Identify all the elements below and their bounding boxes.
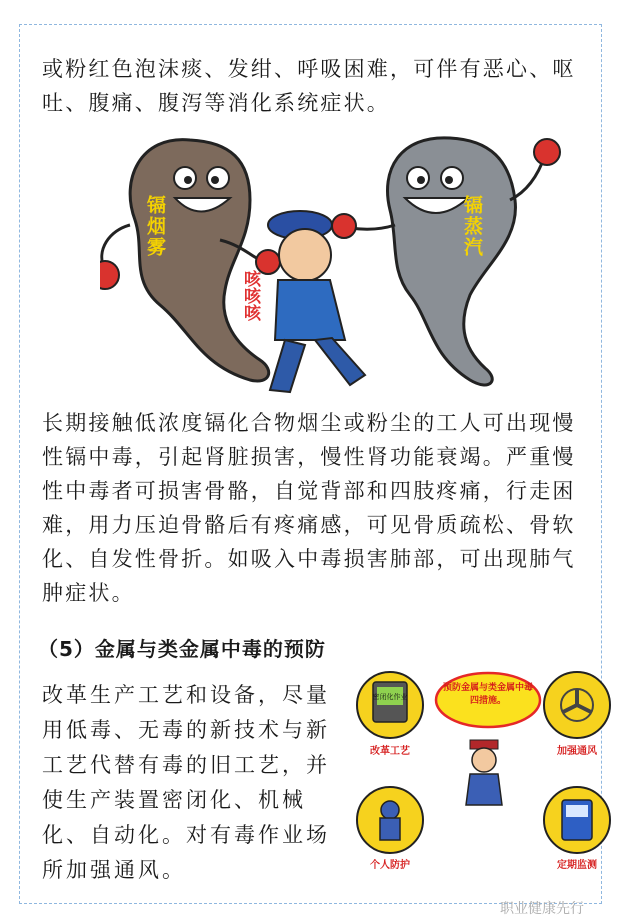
item-monitoring: 定期监测: [557, 860, 597, 871]
chronic-paragraph: 长期接触低浓度镉化合物烟尘或粉尘的工人可出现慢性镉中毒，引起肾脏损害，慢性肾功能衰竭。严重慢性中毒者可损害骨骼，自觉背部和四肢疼痛，行走困难，用力压迫骨骼后有疼痛感，可见骨质疏松、骨软化、自发性骨折。如吸入中毒损害肺部，可出现肺气肿症状。: [42, 411, 576, 605]
item-reform-process: 改革工艺: [370, 746, 410, 757]
left-monster-label: 镉烟雾: [144, 195, 166, 258]
right-monster-label: 镉蒸汽: [461, 195, 483, 258]
item-personal-protection: 个人防护: [370, 860, 410, 871]
cough-text: 咳咳咳: [240, 270, 260, 321]
cadmium-poisoning-illustration: [100, 130, 570, 400]
intro-paragraph: 或粉红色泡沫痰、发绀、呼吸困难，可伴有恶心、呕吐、腹痛、腹泻等消化系统症状。: [42, 57, 576, 115]
section-heading: （5）金属与类金属中毒的预防: [38, 637, 326, 661]
center-bubble-text: 预防金属与类金属中毒四措施。: [443, 683, 533, 706]
prevention-measures-diagram: [355, 660, 615, 875]
sealed-sign: 密闭化作业: [372, 693, 408, 701]
watermark: 职业健康先行: [500, 901, 584, 917]
item-ventilation: 加强通风: [557, 746, 597, 757]
prevention-paragraph: 改革生产工艺和设备，尽量用低毒、无毒的新技术与新工艺代替有毒的旧工艺，并使生产装置密闭化、机械化、自动化。对有毒作业场所加强通风。: [42, 683, 330, 882]
